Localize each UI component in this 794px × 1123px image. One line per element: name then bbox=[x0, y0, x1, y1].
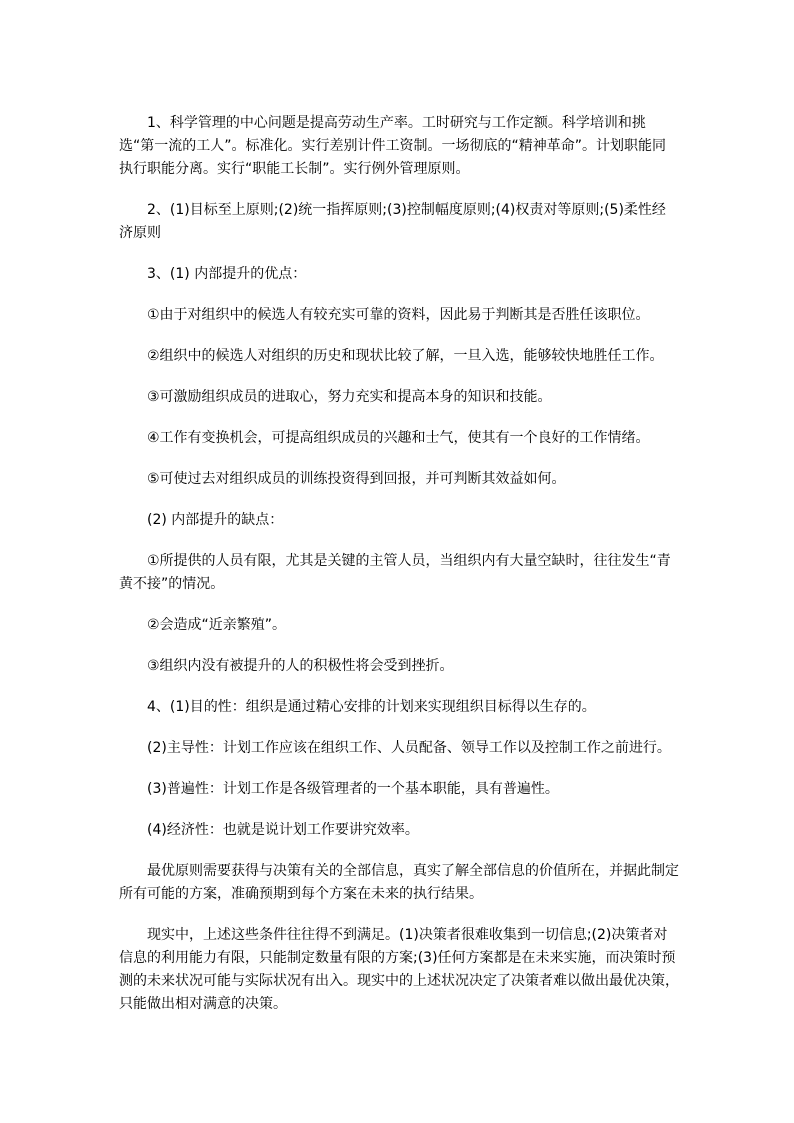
paragraph-12: ③组织内没有被提升的人的积极性将会受到挫折。 bbox=[147, 658, 454, 674]
paragraph-7: ④工作有变换机会，可提高组织成员的兴趣和士气，使其有一个良好的工作情绪。 bbox=[147, 430, 650, 446]
paragraph-1: 1、科学管理的中心问题是提高劳动生产率。工时研究与工作定额。科学培训和挑选“第一流的工人”。标准化。实行差别计件工资制。一场彻底的“精神革命”。计划职能同执行职能分离。实行“职能工长制”。实行例外管理原则。 bbox=[119, 115, 667, 177]
paragraph-4: ①由于对组织中的候选人有较充实可靠的资料，因此易于判断其是否胜任该职位。 bbox=[147, 307, 650, 323]
paragraph-2: 2、(1)目标至上原则;(2)统一指挥原则;(3)控制幅度原则;(4)权责对等原则;(5)柔性经济原则 bbox=[119, 202, 666, 241]
paragraph-10: ①所提供的人员有限，尤其是关键的主管人员，当组织内有大量空缺时，往往发生“青黄不接”的情况。 bbox=[119, 553, 671, 592]
paragraph-14: (2)主导性：计划工作应该在组织工作、人员配备、领导工作以及控制工作之前进行。 bbox=[147, 740, 671, 756]
paragraph-6: ③可激励组织成员的进取心，努力充实和提高本身的知识和技能。 bbox=[147, 389, 552, 405]
paragraph-8: ⑤可使过去对组织成员的训练投资得到回报，并可判断其效益如何。 bbox=[147, 471, 566, 487]
paragraph-9: (2) 内部提升的缺点： bbox=[147, 512, 284, 528]
paragraph-15: (3)普遍性：计划工作是各级管理者的一个基本职能，具有普遍性。 bbox=[147, 781, 559, 797]
paragraph-5: ②组织中的候选人对组织的历史和现状比较了解，一旦入选，能够较快地胜任工作。 bbox=[147, 348, 664, 364]
paragraph-13: 4、(1)目的性：组织是通过精心安排的计划来实现组织目标得以生存的。 bbox=[147, 699, 596, 715]
paragraph-17: 最优原则需要获得与决策有关的全部信息，真实了解全部信息的价值所在，并据此制定所有可能的方案，准确预期到每个方案在未来的执行结果。 bbox=[119, 863, 679, 902]
paragraph-3: 3、(1) 内部提升的优点： bbox=[147, 266, 307, 282]
paragraph-11: ②会造成“近亲繁殖”。 bbox=[147, 617, 287, 633]
paragraph-18: 现实中，上述这些条件往往得不到满足。(1)决策者很难收集到一切信息;(2)决策者对信息的利用能力有限，只能制定数量有限的方案;(3)任何方案都是在未来实施，而决策时预测的未来状况可能与实际状况有出入。现实中的上述状况决定了决策者难以做出最优决策，只能做出相对满意的决策。 bbox=[119, 927, 679, 1012]
paragraph-16: (4)经济性：也就是说计划工作要讲究效率。 bbox=[147, 822, 419, 838]
document-body bbox=[119, 112, 679, 1016]
